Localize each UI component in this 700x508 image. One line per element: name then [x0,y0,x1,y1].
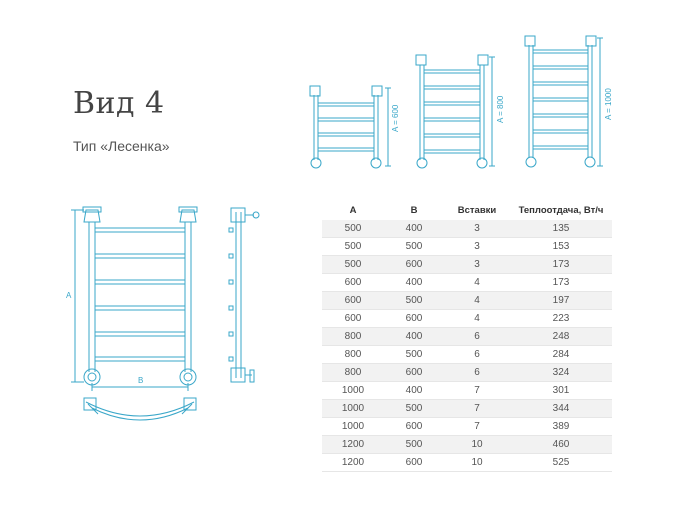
cell-inserts: 6 [444,364,510,382]
column-header-a: A [349,204,357,216]
cell-b: 600 [384,364,444,382]
cell-b: 600 [384,418,444,436]
cell-inserts: 7 [444,400,510,418]
main-bottom-view [84,398,196,420]
table-row [322,400,612,418]
cell-a: 800 [322,364,384,382]
thumbnail-medium-label: A = 800 [496,95,505,123]
cell-b: 400 [384,382,444,400]
page-subtitle: Тип «Лесенка» [73,138,170,154]
cell-heat-output: 248 [510,328,612,346]
cell-heat-output: 173 [510,256,612,274]
cell-b: 500 [384,346,444,364]
cell-b: 500 [384,400,444,418]
table-row [322,256,612,274]
table-row [322,382,612,400]
cell-b: 600 [384,310,444,328]
table-row [322,436,612,454]
cell-a: 500 [322,238,384,256]
table-row [322,220,612,238]
table-row [322,454,612,472]
thumbnail-small-label: A = 600 [391,104,400,132]
cell-heat-output: 284 [510,346,612,364]
cell-b: 600 [384,454,444,472]
column-header-inserts: Вставки [457,204,497,216]
cell-inserts: 4 [444,310,510,328]
cell-heat-output: 197 [510,292,612,310]
cell-inserts: 10 [444,454,510,472]
cell-a: 600 [322,292,384,310]
table-header-row [322,200,612,220]
cell-heat-output: 460 [510,436,612,454]
cell-inserts: 7 [444,382,510,400]
cell-inserts: 3 [444,238,510,256]
cell-heat-output: 301 [510,382,612,400]
cell-heat-output: 223 [510,310,612,328]
page-title: Вид 4 [73,86,165,121]
cell-inserts: 10 [444,436,510,454]
main-side-view [229,208,259,382]
cell-inserts: 4 [444,292,510,310]
cell-inserts: 3 [444,220,510,238]
cell-heat-output: 525 [510,454,612,472]
table-row [322,274,612,292]
cell-a: 1000 [322,418,384,436]
cell-b: 500 [384,238,444,256]
cell-inserts: 4 [444,274,510,292]
table-row [322,238,612,256]
thumbnail-medium [416,55,495,168]
cell-inserts: 6 [444,328,510,346]
cell-a: 500 [322,220,384,238]
cell-heat-output: 135 [510,220,612,238]
table-row [322,364,612,382]
width-dimension-label: B [138,376,144,385]
cell-inserts: 7 [444,418,510,436]
cell-b: 500 [384,292,444,310]
thumbnail-large-label: A = 1000 [604,88,613,120]
table-row [322,292,612,310]
table-row [322,310,612,328]
cell-a: 800 [322,346,384,364]
table-body [322,220,612,472]
cell-b: 600 [384,256,444,274]
table-row [322,418,612,436]
cell-heat-output: 389 [510,418,612,436]
cell-a: 500 [322,256,384,274]
cell-a: 600 [322,310,384,328]
table-row [322,328,612,346]
main-front-view [71,207,197,391]
cell-a: 1000 [322,382,384,400]
cell-a: 800 [322,328,384,346]
cell-a: 1200 [322,436,384,454]
thumbnail-small [310,86,391,168]
cell-a: 600 [322,274,384,292]
table-row [322,346,612,364]
cell-b: 400 [384,220,444,238]
cell-inserts: 6 [444,346,510,364]
column-header-b: B [410,204,418,216]
column-header-heat-output: Теплоотдача, Вт/ч [518,204,604,216]
cell-b: 400 [384,274,444,292]
thumbnail-large [525,36,603,167]
cell-heat-output: 344 [510,400,612,418]
cell-heat-output: 153 [510,238,612,256]
cell-b: 500 [384,436,444,454]
specification-table [322,200,612,472]
cell-inserts: 3 [444,256,510,274]
cell-a: 1000 [322,400,384,418]
cell-heat-output: 173 [510,274,612,292]
cell-a: 1200 [322,454,384,472]
cell-heat-output: 324 [510,364,612,382]
cell-b: 400 [384,328,444,346]
height-dimension-label: A [66,291,72,300]
